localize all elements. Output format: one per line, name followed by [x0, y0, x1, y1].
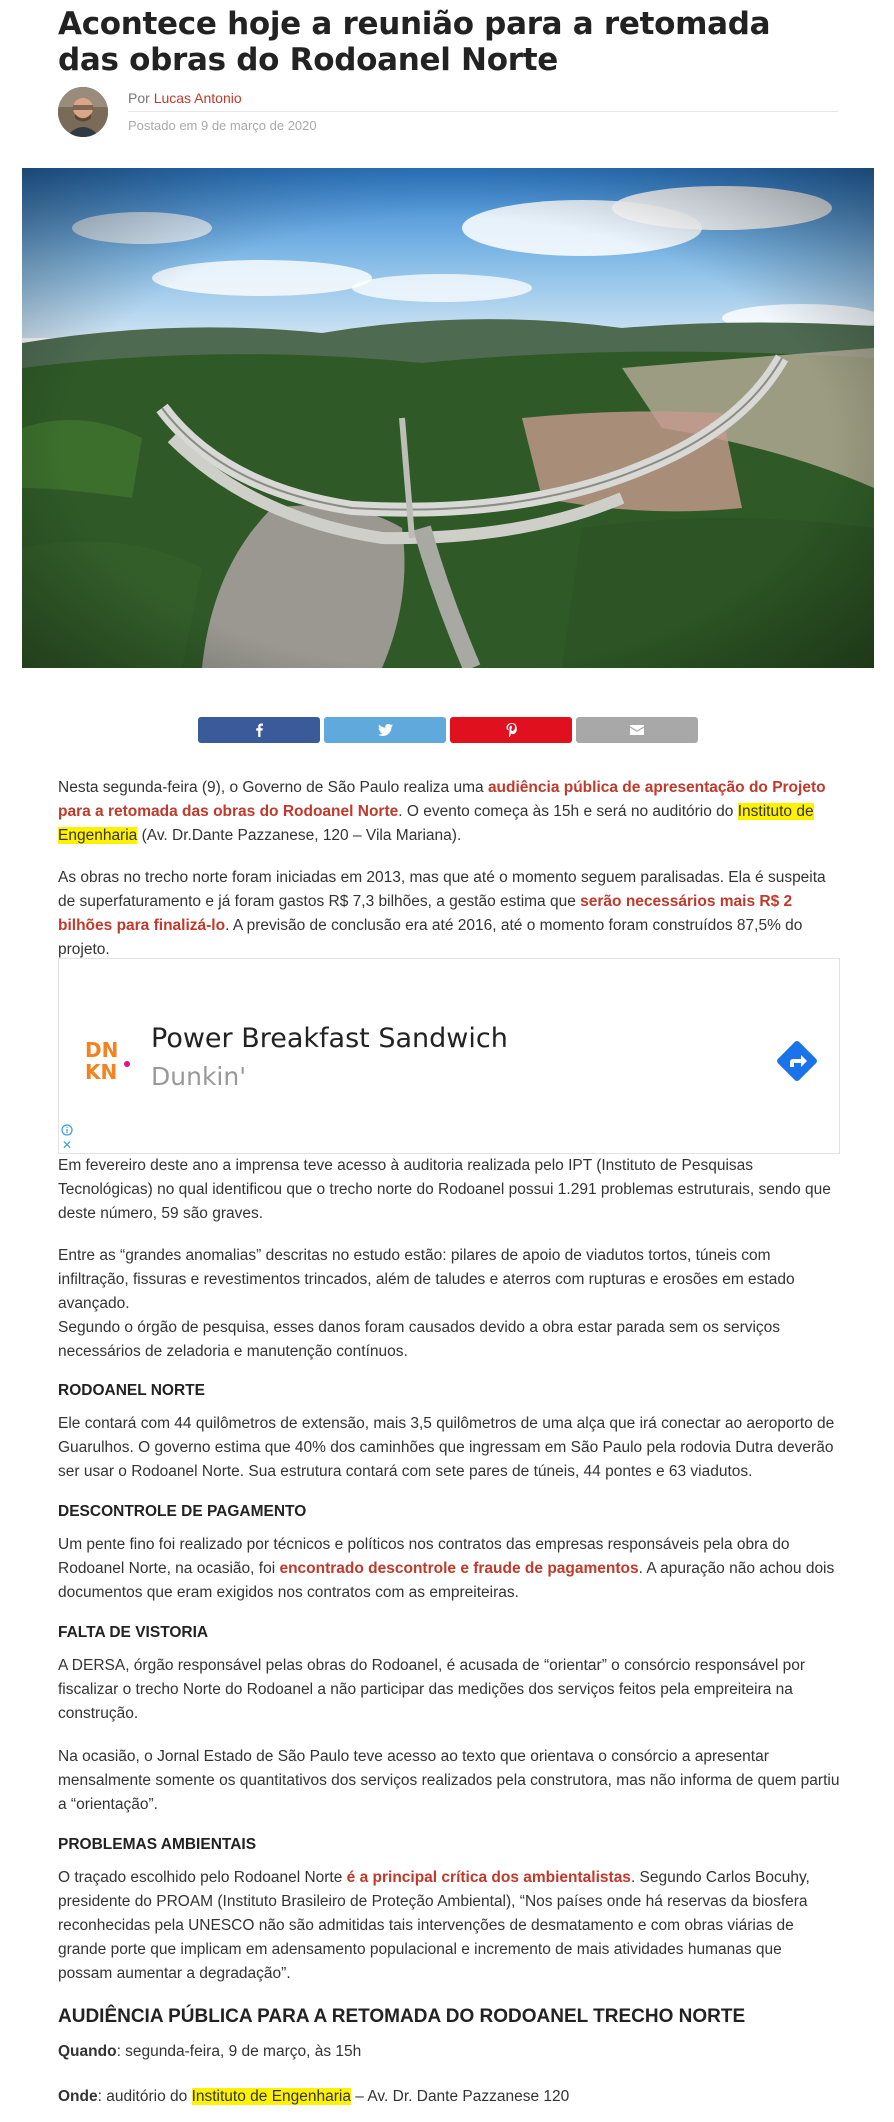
- paragraph-dersa: A DERSA, órgão responsável pelas obras do Rodoanel, é acusada de “orientar” o consórcio responsável por fiscalizar o trecho Norte do Rodoanel a não participar das medições dos serviços feitos pela empreiteira na construção.: [58, 1657, 806, 1722]
- paragraph-estadao: Na ocasião, o Jornal Estado de São Paulo teve acesso ao texto que orientava o consórcio a apresentar mensalmente somente os quantitativos dos serviços realizados pela construtora, mas não informa de quem partiu a “orientação”.: [58, 1748, 840, 1813]
- p7-text-a: Um pente fino foi realizado por técnicos e políticos nos contratos das empresas responsáveis pela obra do Rodoanel Norte, na ocasião, foi: [58, 1536, 790, 1577]
- article-title: Acontece hoje a reunião para a retomada das obras do Rodoanel Norte: [58, 6, 771, 78]
- paragraph-ambientais: [58, 1866, 840, 1986]
- heading-audiencia: AUDIÊNCIA PÚBLICA PARA A RETOMADA DO RODOANEL TRECHO NORTE: [58, 2006, 746, 2027]
- share-bar: [198, 717, 698, 744]
- byline-prefix: Por: [128, 90, 154, 106]
- link-ambientalistas[interactable]: é a principal crítica dos ambientalistas: [346, 1869, 631, 1886]
- paragraph-obras: [58, 866, 840, 962]
- p1-text-c: (Av. Dr.Dante Pazzanese, 120 – Vila Mariana).: [137, 827, 462, 844]
- link-descontrole[interactable]: encontrado descontrole e fraude de pagamentos: [279, 1560, 639, 1577]
- heading-rodoanel-norte: RODOANEL NORTE: [58, 1382, 205, 1399]
- share-facebook-button[interactable]: [198, 717, 320, 743]
- ad-banner[interactable]: [58, 958, 840, 1154]
- article-header: [58, 0, 838, 78]
- p10-text-a: O traçado escolhido pelo Rodoanel Norte: [58, 1869, 347, 1886]
- byline-author: [128, 90, 242, 106]
- share-pinterest-button[interactable]: [450, 717, 572, 743]
- where-label: Onde: [58, 2088, 98, 2105]
- paragraph-descontrole: [58, 1533, 840, 1605]
- heading-problemas-ambientais: PROBLEMAS AMBIENTAIS: [58, 1836, 257, 1853]
- email-icon: [630, 725, 644, 735]
- where-text-a: : auditório do: [97, 2088, 192, 2105]
- paragraph-intro: [58, 776, 840, 848]
- facebook-icon: [254, 723, 264, 737]
- svg-text:DN: DN: [85, 1038, 119, 1062]
- heading-falta-vistoria: FALTA DE VISTORIA: [58, 1624, 209, 1641]
- link-audiencia-publica[interactable]: audiência pública de apresentação do Projeto para a retomada das obras do Rodoanel Norte: [58, 779, 826, 820]
- paragraph-rodoanel-norte: Ele contará com 44 quilômetros de extensão, mais 3,5 quilômetros de uma alça que irá conectar ao aeroporto de Guarulhos. O governo estima que 40% dos caminhões que ingressam em São Paulo pela rodovia Dutra deverão ser usar o Rodoanel Norte. Sua estrutura contará com sete pares de túneis, 44 pontes e 63 viadutos.: [58, 1415, 835, 1480]
- p2-text-b: . A previsão de conclusão era até 2016, até o momento foram construídos 87,5% do projeto.: [58, 917, 803, 958]
- when-label: Quando: [58, 2043, 117, 2060]
- ad-close-icon[interactable]: ✕: [62, 1138, 73, 1152]
- p1-text-b: . O evento começa às 15h e será no auditório do: [398, 803, 738, 820]
- share-twitter-button[interactable]: [324, 717, 446, 743]
- byline: [58, 87, 838, 137]
- dunkin-logo: [83, 1037, 133, 1081]
- post-date: Postado em 9 de março de 2020: [128, 118, 317, 133]
- where-text-b: – Av. Dr. Dante Pazzanese 120: [350, 2088, 570, 2105]
- byline-divider: [128, 111, 838, 112]
- author-avatar[interactable]: [58, 87, 108, 137]
- share-email-button[interactable]: [576, 717, 698, 743]
- ad-title[interactable]: Power Breakfast Sandwich: [151, 1023, 508, 1054]
- event-where: [58, 2085, 840, 2109]
- svg-text:KN: KN: [85, 1060, 118, 1081]
- p10-text-b: . Segundo Carlos Bocuhy, presidente do PROAM (Instituto Brasileiro de Proteção Ambiental), “Nos países onde há reservas da biosfera reconhecidas pela UNESCO não são admitidas tais intervenções de desmatamento e com obras viárias de grande porte que implicam em adensamento populacional e incremento de mais atividades humanas que possam aumentar a degradação”.: [58, 1869, 810, 1982]
- event-when: [58, 2040, 840, 2064]
- author-link[interactable]: Lucas Antonio: [153, 90, 242, 106]
- paragraph-danos: Segundo o órgão de pesquisa, esses danos foram causados devido a obra estar parada sem os serviços necessários de zeladoria e manutenção contínuos.: [58, 1319, 781, 1360]
- p2-text-a: As obras no trecho norte foram iniciadas em 2013, mas que até o momento seguem paralisadas. Ela é suspeita de superfaturamento e já foram gastos R$ 7,3 bilhões, a gestão estima que: [58, 869, 826, 910]
- p1-text-a: Nesta segunda-feira (9), o Governo de São Paulo realiza uma: [58, 779, 488, 796]
- when-value: : segunda-feira, 9 de março, às 15h: [116, 2043, 362, 2060]
- highlight-instituto: Instituto de Engenharia: [58, 803, 814, 844]
- ad-sponsor: Dunkin': [151, 1062, 247, 1091]
- hero-image: [22, 168, 874, 668]
- ad-directions-icon[interactable]: [772, 1036, 822, 1086]
- ad-info-icon[interactable]: [61, 1123, 73, 1135]
- paragraph-auditoria: Em fevereiro deste ano a imprensa teve acesso à auditoria realizada pelo IPT (Instituto de Pesquisas Tecnológicas) no qual identificou que o trecho norte do Rodoanel possui 1.291 problemas estruturais, sendo que deste número, 59 são graves.: [58, 1157, 831, 1222]
- link-bilhoes[interactable]: serão necessários mais R$ 2 bilhões para finalizá-lo: [58, 893, 793, 934]
- p7-text-b: . A apuração não achou dois documentos que eram exigidos nos contratos com as empreiteiras.: [58, 1560, 835, 1601]
- highlight-instituto-where: Instituto de Engenharia: [191, 2088, 351, 2105]
- pinterest-icon: [506, 723, 517, 737]
- twitter-icon: [378, 724, 393, 736]
- heading-descontrole: DESCONTROLE DE PAGAMENTO: [58, 1503, 307, 1520]
- paragraph-anomalias: Entre as “grandes anomalias” descritas no estudo estão: pilares de apoio de viadutos tortos, túneis com infiltração, fissuras e revestimentos trincados, além de taludes e aterros com rupturas e erosões em estado avançado.: [58, 1247, 795, 1312]
